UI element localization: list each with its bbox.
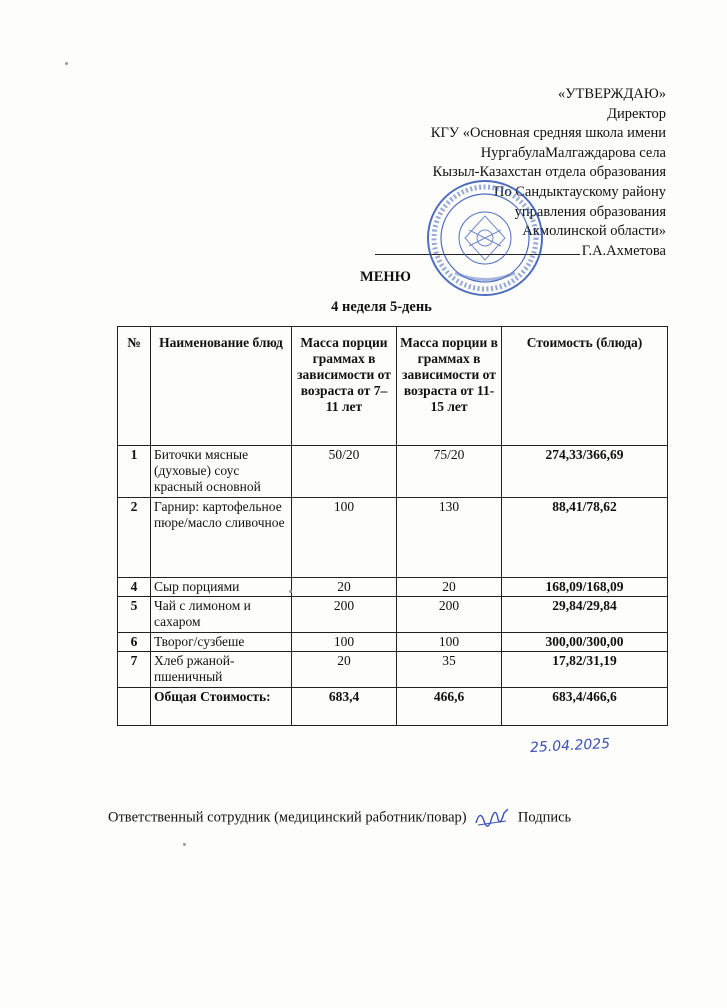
table-row	[118, 633, 668, 652]
dish-cost: 88,41/78,62	[502, 498, 668, 578]
col-header-cost: Стоимость (блюда)	[502, 327, 668, 446]
col-header-mass-7-11: Масса порции граммах в зависимости от возраста от 7–11 лет	[292, 327, 397, 446]
total-cost: 683,4/466,6	[502, 688, 668, 726]
dish-name: Творог/сузбеше	[151, 633, 292, 652]
scan-speck	[65, 62, 68, 65]
mass-7-11: 100	[292, 633, 397, 652]
page-title: МЕНЮ	[360, 269, 411, 285]
row-number: 7	[118, 652, 151, 688]
col-header-number: №	[118, 327, 151, 446]
approval-line: Акмолинской области»	[522, 223, 666, 240]
mass-7-11: 200	[292, 597, 397, 633]
dish-name: Биточки мясные (духовые) соус красный основной	[151, 446, 292, 498]
total-blank-cell	[118, 688, 151, 726]
total-label: Общая Стоимость:	[151, 688, 292, 726]
mass-7-11: 50/20	[292, 446, 397, 498]
mass-11-15: 75/20	[397, 446, 502, 498]
approval-line: По Сандыктаускому району	[493, 183, 666, 200]
dish-cost: 17,82/31,19	[502, 652, 668, 688]
scan-speck	[289, 590, 292, 593]
dish-name: Чай с лимоном и сахаром	[151, 597, 292, 633]
dish-cost: 29,84/29,84	[502, 597, 668, 633]
dish-cost: 274,33/366,69	[502, 446, 668, 498]
row-number: 6	[118, 633, 151, 652]
approval-line: Кызыл-Казахстан отдела образования	[432, 164, 666, 181]
responsible-label: Ответственный сотрудник (медицинский работник/повар)	[108, 809, 467, 826]
total-mass-11-15: 466,6	[397, 688, 502, 726]
total-mass-7-11: 683,4	[292, 688, 397, 726]
table-row	[118, 446, 668, 498]
col-header-dish: Наименование блюд	[151, 327, 292, 446]
mass-7-11: 20	[292, 578, 397, 597]
table-row	[118, 578, 668, 597]
signature-label: Подпись	[517, 809, 572, 826]
mass-11-15: 20	[397, 578, 502, 597]
approval-line: Директор	[607, 105, 666, 122]
mass-11-15: 130	[397, 498, 502, 578]
approval-line: управления образования	[514, 203, 666, 220]
table-row	[118, 498, 668, 578]
row-number: 2	[118, 498, 151, 578]
row-number: 4	[118, 578, 151, 597]
approval-line: НургабулаМалгаждарова села	[480, 144, 666, 161]
mass-7-11: 20	[292, 652, 397, 688]
mass-11-15: 35	[397, 652, 502, 688]
scan-speck	[183, 843, 186, 846]
mass-11-15: 100	[397, 633, 502, 652]
total-row	[118, 688, 668, 726]
handwritten-date: 25.04.2025	[529, 735, 611, 757]
row-number: 1	[118, 446, 151, 498]
dish-cost: 168,09/168,09	[502, 578, 668, 597]
table-header-row	[118, 327, 668, 446]
signature-icon	[472, 803, 512, 833]
approval-line: КГУ «Основная средняя школа имени	[430, 125, 666, 142]
approval-line: «УТВЕРЖДАЮ»	[558, 86, 666, 102]
mass-11-15: 200	[397, 597, 502, 633]
dish-name: Хлеб ржаной-пшеничный	[151, 652, 292, 688]
dish-name: Сыр порциями	[151, 578, 292, 597]
col-header-mass-11-15: Масса порции в граммах в зависимости от возраста от 11-15 лет	[397, 327, 502, 446]
mass-7-11: 100	[292, 498, 397, 578]
table-row	[118, 597, 668, 633]
menu-table	[117, 326, 668, 726]
table-row	[118, 652, 668, 688]
row-number: 5	[118, 597, 151, 633]
page-subtitle: 4 неделя 5-день	[331, 299, 432, 315]
footer	[108, 803, 571, 833]
signer-name: Г.А.Ахметова	[581, 242, 666, 259]
dish-name: Гарнир: картофельное пюре/масло сливочное	[151, 498, 292, 578]
dish-cost: 300,00/300,00	[502, 633, 668, 652]
